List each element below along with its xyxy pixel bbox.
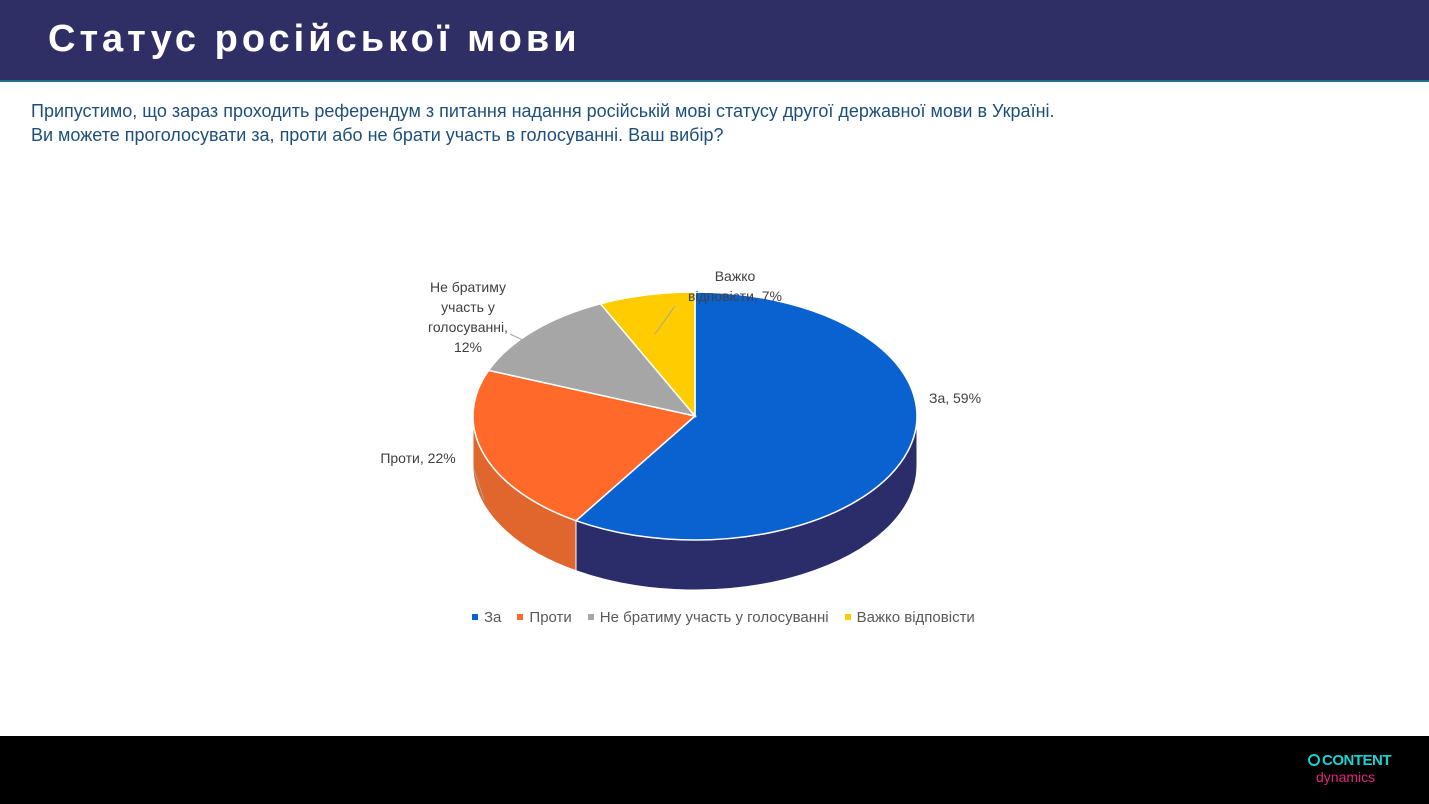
data-label-0: За, 59% [929,390,982,406]
data-label-3: Важко відповісти, 7% [688,268,782,304]
legend-label: За [484,608,502,626]
pie-slices [473,292,917,540]
legend-swatch [588,614,594,620]
logo-text-top: CONTENT [1322,752,1391,769]
data-label-2: Не братиму участь у голосуванні, 12% [428,279,508,355]
footer-bar [0,736,1429,804]
question-line-1: Припустимо, що зараз проходить референдум з питання надання російській мові статусу другої державної мови в Україні. [31,101,1055,121]
legend-label: Важко відповісти [856,608,975,626]
question-line-2: Ви можете проголосувати за, проти або не брати участь в голосуванні. Ваш вибір? [31,125,724,145]
legend-item-za [472,609,501,626]
legend-swatch [472,614,478,620]
logo-text-bottom: dynamics [1316,769,1376,785]
legend-label: Не братиму участь у голосуванні [599,608,829,626]
legend-item-abstain [588,609,829,626]
gear-icon [1308,754,1320,766]
legend-item-proty [517,609,571,626]
page-title: Статус російської мови [48,18,581,60]
data-label-1: Проти, 22% [380,450,456,466]
content-dynamics-logo [1308,752,1408,792]
legend-item-unsure [845,609,975,626]
legend-label: Проти [529,608,572,626]
chart-legend [472,606,1032,628]
legend-swatch [845,614,851,620]
legend-swatch [517,614,523,620]
